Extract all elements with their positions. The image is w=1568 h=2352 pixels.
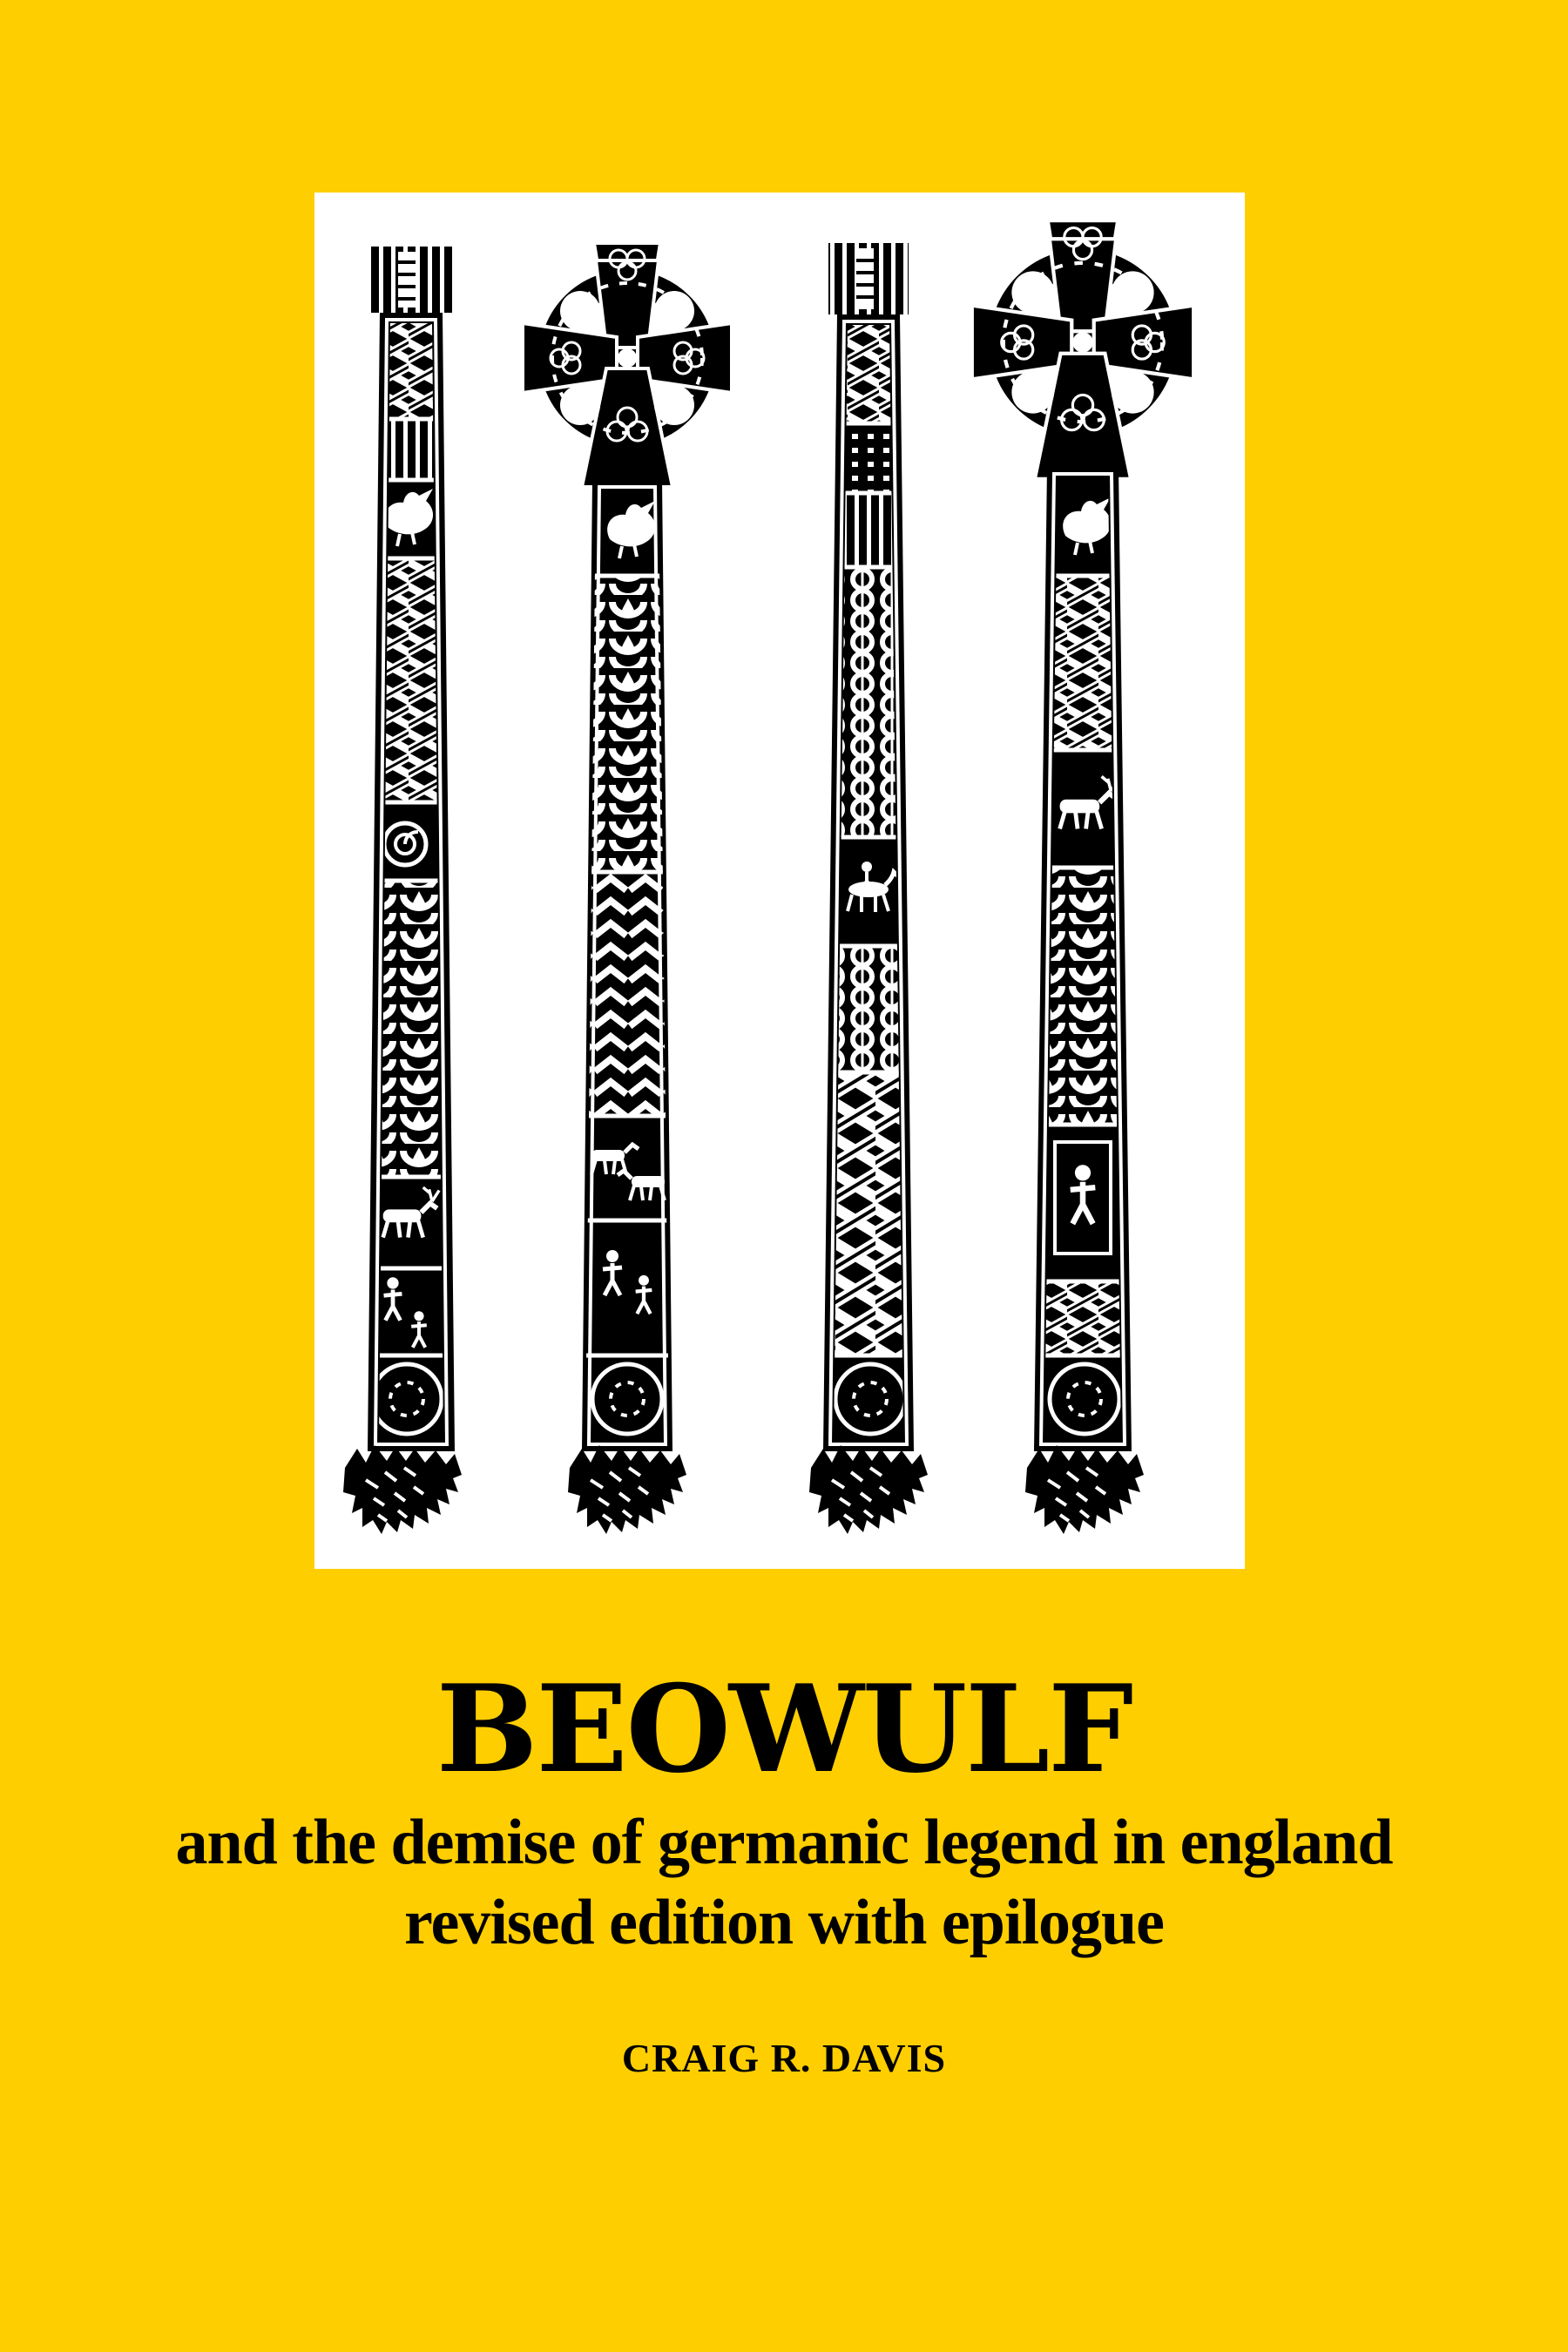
book-title: BEOWULF bbox=[436, 1658, 1132, 1800]
wheel-head-cross-4 bbox=[972, 220, 1193, 1534]
book-subtitle-line-2: revised edition with epilogue bbox=[403, 1887, 1165, 1958]
illustration-panel bbox=[314, 193, 1245, 1569]
wheel-head-cross-2 bbox=[523, 243, 732, 1534]
cross-shaft-1 bbox=[343, 247, 471, 1534]
author-name: CRAIG R. DAVIS bbox=[621, 2036, 947, 2080]
cross-shaft-3 bbox=[807, 243, 929, 1534]
four-crosses-illustration bbox=[314, 193, 1245, 1569]
book-subtitle-line-1: and the demise of germanic legend in england bbox=[175, 1807, 1393, 1878]
